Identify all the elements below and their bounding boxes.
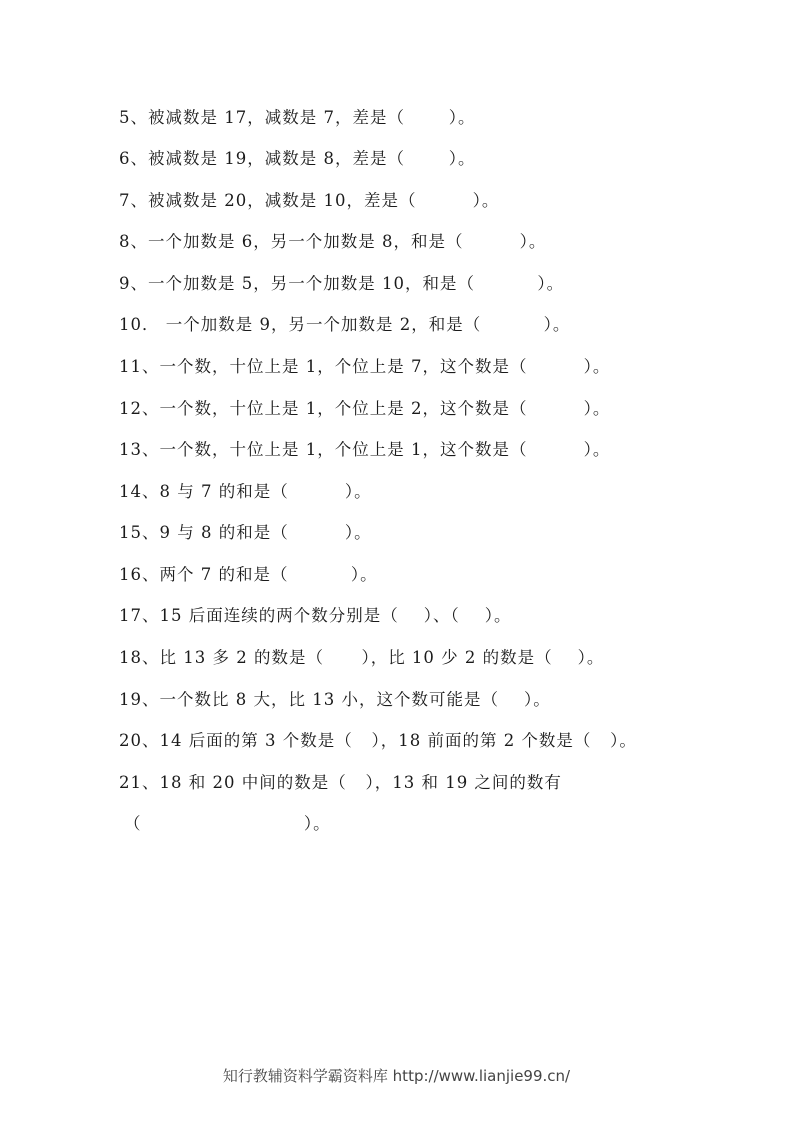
question-5: 5、被减数是 17，减数是 7，差是（ ）。 — [119, 108, 476, 127]
question-17: 17、15 后面连续的两个数分别是（ ）、（ ）。 — [119, 606, 512, 625]
question-7: 7、被减数是 20，减数是 10，差是（ ）。 — [119, 191, 500, 210]
question-11: 11、一个数，十位上是 1，个位上是 7，这个数是（ ）。 — [119, 357, 611, 376]
footer-watermark: 知行教辅资料学霸资料库 http://www.lianjie99.cn/ — [222, 1067, 571, 1085]
question-15: 15、9 与 8 的和是（ ）。 — [119, 523, 372, 542]
question-20: 20、14 后面的第 3 个数是（ ），18 前面的第 2 个数是（ ）。 — [119, 731, 637, 750]
question-8: 8、一个加数是 6，另一个加数是 8，和是（ ）。 — [119, 232, 547, 251]
question-18: 18、比 13 多 2 的数是（ ），比 10 少 2 的数是（ ）。 — [119, 648, 605, 667]
question-13: 13、一个数，十位上是 1，个位上是 1，这个数是（ ）。 — [119, 440, 611, 459]
question-16: 16、两个 7 的和是（ ）。 — [119, 565, 378, 584]
question-12: 12、一个数，十位上是 1，个位上是 2，这个数是（ ）。 — [119, 399, 611, 418]
question-9: 9、一个加数是 5，另一个加数是 10，和是（ ）。 — [119, 274, 565, 293]
question-21-continuation: （ ）。 — [124, 814, 331, 833]
question-19: 19、一个数比 8 大，比 13 小，这个数可能是（ ）。 — [119, 690, 551, 709]
question-6: 6、被减数是 19，减数是 8，差是（ ）。 — [119, 149, 476, 168]
question-10: 10． 一个加数是 9，另一个加数是 2，和是（ ）。 — [119, 315, 571, 334]
question-21: 21、18 和 20 中间的数是（ ），13 和 19 之间的数有 — [119, 773, 562, 792]
question-14: 14、8 与 7 的和是（ ）。 — [119, 482, 372, 501]
